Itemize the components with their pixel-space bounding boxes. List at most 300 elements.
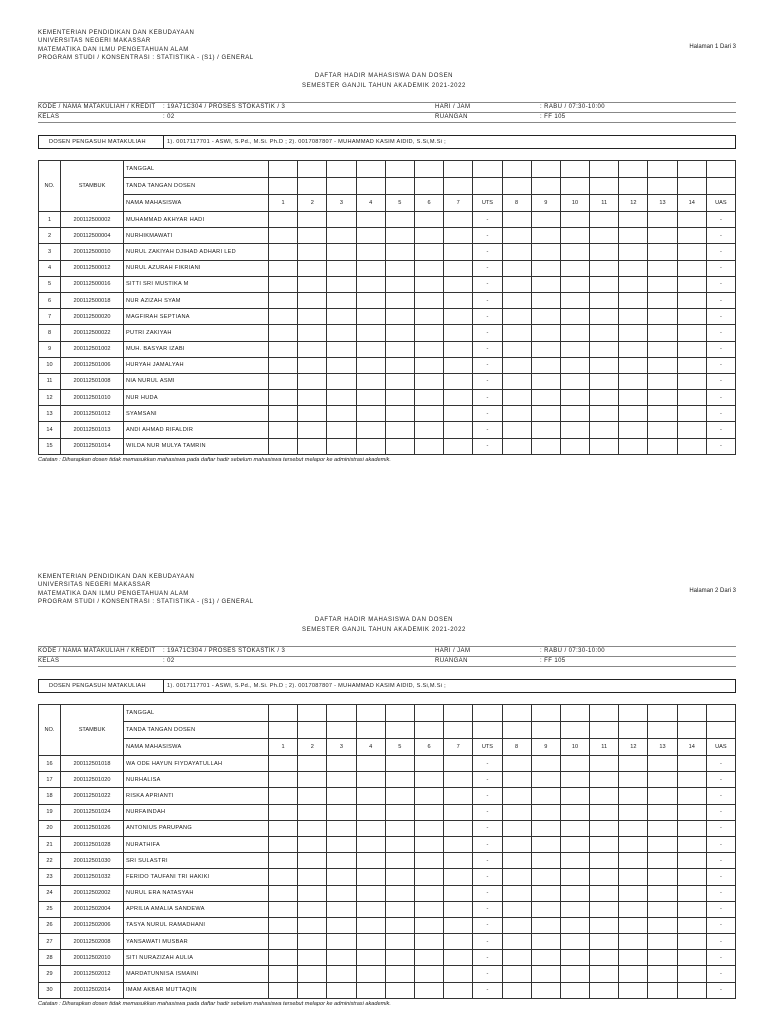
attendance-cell: [327, 853, 356, 869]
attendance-cell: [619, 804, 648, 820]
attendance-cell: [648, 325, 677, 341]
attendance-cell: [356, 934, 385, 950]
uas-mark: -: [706, 276, 735, 292]
attendance-cell: [648, 869, 677, 885]
attendance-cell: [619, 309, 648, 325]
row-number: 4: [39, 260, 61, 276]
attendance-cell: [414, 292, 443, 308]
attendance-cell: [560, 772, 589, 788]
attendance-cell: [444, 966, 473, 982]
attendance-cell: [385, 244, 414, 260]
row-number: 12: [39, 390, 61, 406]
student-id: 200112500002: [61, 212, 124, 228]
attendance-cell: [590, 820, 619, 836]
student-name: HURYAH JAMALYAH: [124, 357, 269, 373]
attendance-table: [38, 704, 736, 999]
attendance-cell: [298, 982, 327, 998]
attendance-cell: [269, 917, 298, 933]
attendance-cell: [531, 325, 560, 341]
attendance-cell: [356, 982, 385, 998]
attendance-cell: [619, 934, 648, 950]
attendance-cell: [619, 885, 648, 901]
attendance-cell: [269, 292, 298, 308]
attendance-cell: [531, 341, 560, 357]
student-id: 200112501002: [61, 341, 124, 357]
page-number: Halaman 1 Dari 3: [689, 44, 736, 50]
attendance-cell: [648, 244, 677, 260]
attendance-cell: [385, 934, 414, 950]
student-name: NURUL ERA NATASYAH: [124, 885, 269, 901]
attendance-cell: [590, 901, 619, 917]
attendance-cell: [444, 406, 473, 422]
divider: [38, 102, 736, 103]
date-cell: [414, 161, 443, 178]
attendance-cell: [298, 276, 327, 292]
uts-mark: -: [473, 325, 502, 341]
date-cell: [356, 705, 385, 722]
attendance-table: [38, 160, 736, 455]
attendance-cell: [619, 917, 648, 933]
attendance-cell: [531, 820, 560, 836]
date-cell: [269, 705, 298, 722]
row-number: 30: [39, 982, 61, 998]
student-name: MARDATUNNISA ISMAINI: [124, 966, 269, 982]
attendance-cell: [327, 244, 356, 260]
table-header-row: [39, 161, 736, 178]
attendance-cell: [648, 820, 677, 836]
attendance-cell: [444, 341, 473, 357]
attendance-cell: [385, 276, 414, 292]
student-id: 200112501010: [61, 390, 124, 406]
attendance-cell: [298, 853, 327, 869]
table-row: [39, 820, 736, 836]
attendance-cell: [502, 438, 531, 454]
student-id: 200112501012: [61, 406, 124, 422]
attendance-cell: [269, 901, 298, 917]
lecturer-names: 1). 0017117701 - ASWI, S.Pd., M.Si. Ph.D ; 2). 0017087807 - MUHAMMAD KASIM AIDID, S.Si,M.Si ;: [167, 139, 446, 145]
attendance-cell: [444, 292, 473, 308]
attendance-cell: [444, 869, 473, 885]
attendance-cell: [531, 422, 560, 438]
attendance-cell: [590, 357, 619, 373]
attendance-cell: [356, 228, 385, 244]
student-id: 200112502004: [61, 901, 124, 917]
student-id: 200112501028: [61, 836, 124, 852]
attendance-cell: [385, 772, 414, 788]
uas-mark: -: [706, 325, 735, 341]
row-number: 22: [39, 853, 61, 869]
document-title: [0, 71, 768, 91]
attendance-cell: [590, 260, 619, 276]
row-number: 26: [39, 917, 61, 933]
attendance-cell: [356, 406, 385, 422]
attendance-cell: [590, 756, 619, 772]
student-name: NURUL AZURAH FIKRIANI: [124, 260, 269, 276]
date-cell: [298, 161, 327, 178]
attendance-cell: [502, 260, 531, 276]
attendance-cell: [414, 901, 443, 917]
document-title: [0, 615, 768, 635]
attendance-cell: [502, 901, 531, 917]
attendance-cell: [531, 885, 560, 901]
attendance-cell: [502, 756, 531, 772]
date-cell: [590, 161, 619, 178]
divider: [38, 646, 736, 647]
date-cell: [502, 161, 531, 178]
attendance-cell: [590, 982, 619, 998]
signature-cell: [531, 722, 560, 739]
attendance-cell: [677, 276, 706, 292]
attendance-cell: [619, 820, 648, 836]
date-cell: [560, 705, 589, 722]
lecturer-label: DOSEN PENGASUH MATAKULIAH: [49, 683, 146, 689]
uas-mark: -: [706, 885, 735, 901]
table-row: [39, 357, 736, 373]
attendance-cell: [677, 982, 706, 998]
attendance-cell: [414, 820, 443, 836]
student-name: SITI NURAZIZAH AULIA: [124, 950, 269, 966]
attendance-cell: [590, 885, 619, 901]
student-id: 200112502006: [61, 917, 124, 933]
attendance-cell: [444, 820, 473, 836]
header-student-name: NAMA MAHASISWA: [124, 739, 269, 756]
table-row: [39, 756, 736, 772]
attendance-cell: [269, 950, 298, 966]
attendance-cell: [444, 373, 473, 389]
student-id: 200112501008: [61, 373, 124, 389]
attendance-cell: [502, 422, 531, 438]
table-row: [39, 917, 736, 933]
attendance-cell: [531, 853, 560, 869]
attendance-cell: [444, 836, 473, 852]
attendance-cell: [298, 788, 327, 804]
meeting-number: 8: [502, 739, 531, 756]
meeting-number: 6: [414, 739, 443, 756]
table-header-row: [39, 722, 736, 739]
attendance-cell: [269, 325, 298, 341]
student-name: MAGFIRAH SEPTIANA: [124, 309, 269, 325]
date-cell: [502, 705, 531, 722]
uas-mark: -: [706, 373, 735, 389]
student-name: NIA NURUL ASMI: [124, 373, 269, 389]
date-cell: [327, 161, 356, 178]
kelas-label: KELAS: [38, 114, 60, 120]
lecturer-names: 1). 0017117701 - ASWI, S.Pd., M.Si. Ph.D ; 2). 0017087807 - MUHAMMAD KASIM AIDID, S.Si,M.Si ;: [167, 683, 446, 689]
signature-cell: [473, 178, 502, 195]
attendance-cell: [298, 341, 327, 357]
attendance-cell: [385, 438, 414, 454]
signature-cell: [327, 722, 356, 739]
student-name: NURATHIFA: [124, 836, 269, 852]
signature-cell: [502, 722, 531, 739]
attendance-cell: [590, 934, 619, 950]
attendance-cell: [677, 869, 706, 885]
attendance-cell: [531, 966, 560, 982]
attendance-cell: [619, 212, 648, 228]
uts-mark: -: [473, 772, 502, 788]
student-name: FERIDO TAUFANI TRI HAKIKI: [124, 869, 269, 885]
attendance-cell: [648, 788, 677, 804]
uas-mark: -: [706, 212, 735, 228]
attendance-cell: [327, 917, 356, 933]
attendance-cell: [269, 260, 298, 276]
attendance-cell: [444, 309, 473, 325]
attendance-cell: [385, 406, 414, 422]
date-cell: [327, 705, 356, 722]
table-row: [39, 836, 736, 852]
row-number: 28: [39, 950, 61, 966]
attendance-cell: [327, 950, 356, 966]
attendance-cell: [590, 406, 619, 422]
attendance-cell: [648, 950, 677, 966]
uas-mark: -: [706, 756, 735, 772]
attendance-cell: [531, 406, 560, 422]
attendance-cell: [502, 788, 531, 804]
attendance-cell: [298, 885, 327, 901]
uas-mark: -: [706, 901, 735, 917]
kelas-label: KELAS: [38, 658, 60, 664]
row-number: 8: [39, 325, 61, 341]
row-number: 15: [39, 438, 61, 454]
attendance-cell: [327, 438, 356, 454]
student-name: TASYA NURUL RAMADHANI: [124, 917, 269, 933]
student-name: SYAMSANI: [124, 406, 269, 422]
uts-mark: -: [473, 228, 502, 244]
attendance-cell: [619, 982, 648, 998]
student-name: WA ODE HAYUN FIYDAYATULLAH: [124, 756, 269, 772]
row-number: 6: [39, 292, 61, 308]
attendance-cell: [648, 772, 677, 788]
meeting-number: 10: [560, 739, 589, 756]
attendance-cell: [502, 292, 531, 308]
attendance-cell: [327, 804, 356, 820]
kode-value: : 19A71C304 / PROSES STOKASTIK / 3: [163, 648, 286, 654]
attendance-cell: [269, 820, 298, 836]
attendance-cell: [444, 756, 473, 772]
attendance-cell: [648, 390, 677, 406]
attendance-cell: [444, 276, 473, 292]
student-name: NURUL ZAKIYAH DJIHAD ADHARI LED: [124, 244, 269, 260]
student-id: 200112502002: [61, 885, 124, 901]
attendance-cell: [269, 390, 298, 406]
attendance-cell: [414, 885, 443, 901]
title-line-1: DAFTAR HADIR MAHASISWA DAN DOSEN: [314, 73, 454, 79]
attendance-cell: [590, 244, 619, 260]
attendance-cell: [531, 836, 560, 852]
attendance-cell: [677, 228, 706, 244]
attendance-cell: [269, 804, 298, 820]
student-id: 200112501006: [61, 357, 124, 373]
attendance-cell: [269, 885, 298, 901]
attendance-cell: [502, 244, 531, 260]
date-cell: [648, 705, 677, 722]
attendance-cell: [356, 276, 385, 292]
uts-mark: -: [473, 836, 502, 852]
row-number: 29: [39, 966, 61, 982]
uas-mark: -: [706, 917, 735, 933]
attendance-cell: [560, 966, 589, 982]
attendance-cell: [444, 901, 473, 917]
table-row: [39, 982, 736, 998]
attendance-cell: [619, 260, 648, 276]
uas-mark: -: [706, 422, 735, 438]
attendance-cell: [648, 422, 677, 438]
student-id: 200112501020: [61, 772, 124, 788]
attendance-cell: [327, 228, 356, 244]
attendance-cell: [677, 836, 706, 852]
title-line-1: DAFTAR HADIR MAHASISWA DAN DOSEN: [314, 617, 454, 623]
ruangan-value: : FF 105: [540, 658, 566, 664]
attendance-cell: [327, 325, 356, 341]
attendance-cell: [531, 438, 560, 454]
attendance-cell: [502, 341, 531, 357]
date-cell: [619, 705, 648, 722]
attendance-cell: [414, 276, 443, 292]
attendance-cell: [502, 406, 531, 422]
attendance-cell: [444, 934, 473, 950]
attendance-cell: [590, 438, 619, 454]
signature-cell: [444, 178, 473, 195]
attendance-cell: [677, 244, 706, 260]
meeting-number: 13: [648, 195, 677, 212]
signature-cell: [677, 722, 706, 739]
attendance-cell: [502, 212, 531, 228]
attendance-cell: [385, 373, 414, 389]
student-id: 200112500022: [61, 325, 124, 341]
footnote: Catatan : Diharapkan dosen tidak memasukkan mahasiswa pada daftar hadir sebelum mahasiswa tersebut melapor ke administrasi akademik.: [38, 1001, 391, 1007]
attendance-cell: [531, 788, 560, 804]
attendance-cell: [677, 325, 706, 341]
table-header-row: [39, 739, 736, 756]
student-id: 200112502014: [61, 982, 124, 998]
uas-mark: -: [706, 357, 735, 373]
ruangan-label: RUANGAN: [435, 114, 468, 120]
attendance-cell: [619, 406, 648, 422]
attendance-cell: [298, 772, 327, 788]
attendance-cell: [444, 950, 473, 966]
attendance-cell: [269, 788, 298, 804]
student-name: PUTRI ZAKIYAH: [124, 325, 269, 341]
attendance-cell: [444, 212, 473, 228]
attendance-cell: [327, 276, 356, 292]
table-row: [39, 966, 736, 982]
table-row: [39, 309, 736, 325]
uts-mark: -: [473, 212, 502, 228]
meeting-number: UTS: [473, 739, 502, 756]
attendance-cell: [677, 756, 706, 772]
kode-label: KODE / NAMA MATAKULIAH / KREDIT: [38, 104, 156, 110]
attendance-cell: [298, 820, 327, 836]
attendance-cell: [298, 966, 327, 982]
uas-mark: -: [706, 406, 735, 422]
attendance-cell: [269, 836, 298, 852]
attendance-cell: [414, 950, 443, 966]
attendance-cell: [385, 982, 414, 998]
lecturer-box: [38, 679, 736, 693]
attendance-cell: [327, 836, 356, 852]
uas-mark: -: [706, 309, 735, 325]
attendance-cell: [677, 292, 706, 308]
attendance-cell: [385, 390, 414, 406]
attendance-cell: [385, 422, 414, 438]
attendance-cell: [677, 885, 706, 901]
table-row: [39, 950, 736, 966]
attendance-cell: [502, 804, 531, 820]
attendance-cell: [560, 788, 589, 804]
attendance-cell: [414, 772, 443, 788]
attendance-cell: [648, 228, 677, 244]
attendance-cell: [590, 373, 619, 389]
attendance-cell: [327, 772, 356, 788]
student-name: NUR HUDA: [124, 390, 269, 406]
signature-cell: [560, 178, 589, 195]
signature-cell: [269, 722, 298, 739]
table-row: [39, 934, 736, 950]
row-number: 7: [39, 309, 61, 325]
attendance-cell: [356, 341, 385, 357]
uts-mark: -: [473, 885, 502, 901]
attendance-cell: [619, 966, 648, 982]
table-row: [39, 228, 736, 244]
meeting-number: 9: [531, 195, 560, 212]
ruangan-label: RUANGAN: [435, 658, 468, 664]
attendance-cell: [356, 772, 385, 788]
attendance-cell: [531, 276, 560, 292]
row-number: 16: [39, 756, 61, 772]
student-name: SITTI SRI MUSTIKA M: [124, 276, 269, 292]
attendance-cell: [619, 756, 648, 772]
attendance-cell: [269, 276, 298, 292]
attendance-cell: [648, 373, 677, 389]
uts-mark: -: [473, 853, 502, 869]
attendance-cell: [269, 357, 298, 373]
attendance-cell: [648, 276, 677, 292]
uts-mark: -: [473, 869, 502, 885]
student-id: 200112500004: [61, 228, 124, 244]
attendance-cell: [590, 836, 619, 852]
attendance-cell: [327, 406, 356, 422]
attendance-cell: [269, 406, 298, 422]
attendance-cell: [677, 438, 706, 454]
attendance-cell: [298, 228, 327, 244]
date-cell: [648, 161, 677, 178]
attendance-cell: [648, 804, 677, 820]
attendance-cell: [619, 869, 648, 885]
attendance-cell: [590, 228, 619, 244]
attendance-cell: [298, 934, 327, 950]
attendance-cell: [677, 373, 706, 389]
attendance-cell: [356, 212, 385, 228]
header-tanggal: TANGGAL: [124, 705, 269, 722]
table-row: [39, 244, 736, 260]
meeting-number: 13: [648, 739, 677, 756]
row-number: 27: [39, 934, 61, 950]
attendance-cell: [590, 325, 619, 341]
signature-cell: [414, 178, 443, 195]
attendance-cell: [619, 788, 648, 804]
attendance-cell: [356, 788, 385, 804]
attendance-cell: [444, 422, 473, 438]
attendance-cell: [502, 950, 531, 966]
attendance-cell: [648, 836, 677, 852]
attendance-cell: [560, 836, 589, 852]
attendance-cell: [385, 212, 414, 228]
uas-mark: -: [706, 982, 735, 998]
attendance-cell: [269, 772, 298, 788]
divider: [38, 122, 736, 123]
attendance-cell: [444, 438, 473, 454]
attendance-cell: [356, 950, 385, 966]
